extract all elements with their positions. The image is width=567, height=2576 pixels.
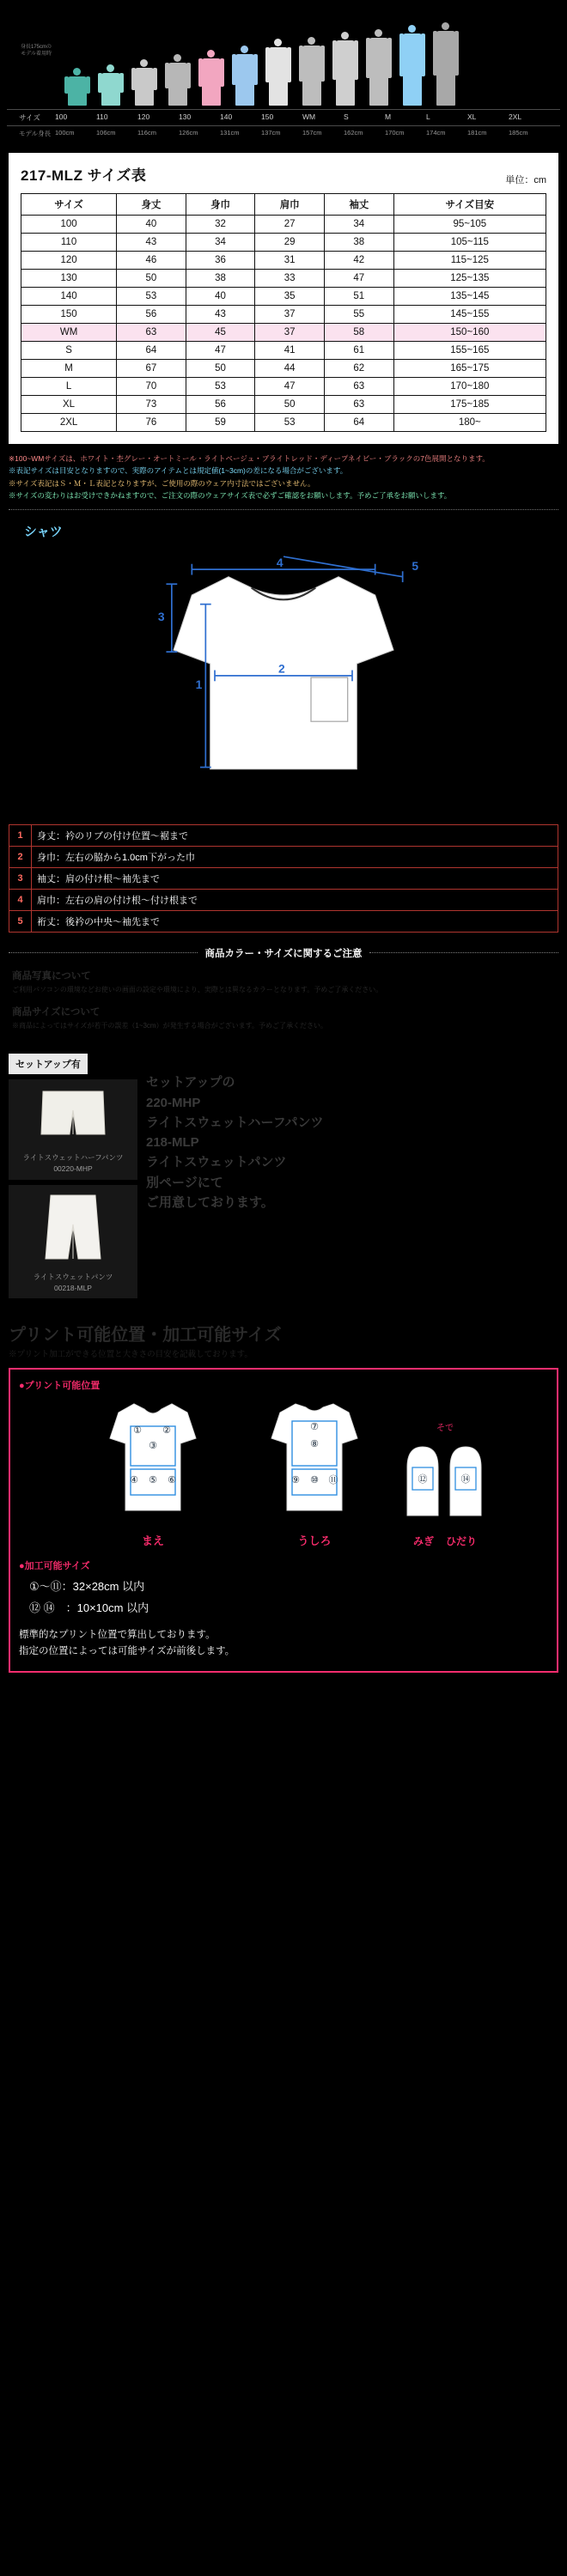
setup-line-3: 218-MLP: [146, 1135, 199, 1151]
cell-5-2: 43: [186, 306, 255, 324]
col-header-2: 身巾: [186, 194, 255, 216]
right-sleeve-label: みぎ: [412, 1535, 434, 1548]
svg-text:②: ②: [162, 1425, 171, 1437]
product-0-name: ライトスウェットハーフパンツ: [22, 1153, 124, 1163]
figure-M: [328, 32, 362, 106]
strip-size-140: 140: [220, 112, 233, 121]
product-card-pants[interactable]: [9, 1185, 137, 1299]
print-footer-1: 指定の位置によっては可能サイズが前後します。: [19, 1645, 235, 1656]
table-row: [21, 396, 546, 414]
cell-4-5: 135~145: [393, 288, 546, 306]
strip-size-WM: WM: [302, 112, 316, 121]
print-footer-0: 標準的なプリント位置で算出しております。: [19, 1630, 216, 1641]
svg-text:⑨: ⑨: [291, 1475, 300, 1486]
attention-block-0-body: ご利用パソコンの環境などお使いの画面の設定や環境により、実際とは異なるカラーとなります。予めご了承ください。: [12, 985, 383, 993]
figure-100: [60, 68, 94, 106]
unit-label: 単位：cm: [505, 175, 546, 185]
cell-0-1: 40: [117, 216, 186, 234]
cell-3-2: 38: [186, 270, 255, 288]
cell-3-3: 33: [255, 270, 325, 288]
front-label: まえ: [141, 1534, 164, 1548]
strip-height-S: 162cm: [344, 129, 363, 137]
strip-height-120: 116cm: [137, 129, 156, 137]
sleeve-group: [399, 1420, 491, 1548]
print-footer: [19, 1627, 548, 1659]
cell-7-5: 155~165: [393, 342, 546, 360]
note-1: ※表記サイズは目安となりますので、実際のアイテムとは規定値(1~3cm)の差になる場合がございます。: [9, 466, 348, 476]
cell-8-2: 50: [186, 360, 255, 378]
print-section: [9, 1321, 558, 1673]
back-label: うしろ: [297, 1534, 332, 1548]
strip-model-label: モデル身長: [19, 130, 52, 137]
cell-8-3: 44: [255, 360, 325, 378]
size-chart-card: [9, 153, 558, 444]
measure-num-4: 5: [9, 910, 32, 932]
cell-8-1: 67: [117, 360, 186, 378]
svg-text:③: ③: [149, 1441, 157, 1452]
figure-2XL: [429, 22, 462, 106]
cell-9-4: 63: [325, 378, 394, 396]
shorts-image: [21, 1084, 125, 1145]
cell-0-0: 100: [21, 216, 117, 234]
setup-badge: セットアップ有: [9, 1054, 88, 1074]
strip-size-150: 150: [261, 112, 274, 121]
cell-9-5: 170~180: [393, 378, 546, 396]
cell-0-5: 95~105: [393, 216, 546, 234]
cell-4-0: 140: [21, 288, 117, 306]
product-0-code: 00220-MHP: [53, 1164, 93, 1174]
measure-row: [9, 889, 558, 910]
measure-text-0: 身丈：衿のリブの付け位置～裾まで: [32, 824, 558, 846]
strip-height-M: 170cm: [385, 129, 405, 137]
cell-1-3: 29: [255, 234, 325, 252]
figure-S: [295, 37, 328, 106]
attention-heading-row: [9, 946, 558, 960]
attention-block-1-title: 商品サイズについて: [12, 1006, 101, 1018]
svg-text:⑦: ⑦: [310, 1422, 319, 1433]
dots-left: [9, 952, 198, 953]
cell-7-1: 64: [117, 342, 186, 360]
cell-2-3: 31: [255, 252, 325, 270]
svg-text:3: 3: [157, 609, 165, 623]
strip-size-S: S: [344, 112, 349, 121]
measure-row: [9, 910, 558, 932]
cell-10-5: 175~185: [393, 396, 546, 414]
figure-150: [228, 46, 261, 106]
table-row: [21, 378, 546, 396]
cell-0-4: 34: [325, 216, 394, 234]
cell-4-2: 40: [186, 288, 255, 306]
size-table: [21, 193, 546, 432]
axis-label-0: 身長175cmの: [20, 45, 52, 50]
cell-3-0: 130: [21, 270, 117, 288]
print-subtitle: ※プリント加工ができる位置と大きさの目安を記載しております。: [9, 1350, 253, 1360]
setup-line-6: ご用意しております。: [146, 1194, 274, 1210]
figure-WM: [261, 39, 295, 106]
cell-6-0: WM: [21, 324, 117, 342]
setup-line-5: 別ページにて: [146, 1175, 223, 1190]
measure-row: [9, 846, 558, 867]
product-1-name: ライトスウェットパンツ: [33, 1272, 113, 1281]
cell-9-3: 47: [255, 378, 325, 396]
figure-row: [7, 22, 560, 106]
cell-11-1: 76: [117, 414, 186, 432]
strip-size-110: 110: [96, 112, 108, 121]
cell-11-0: 2XL: [21, 414, 117, 432]
table-row: [21, 288, 546, 306]
cell-4-1: 53: [117, 288, 186, 306]
print-box-heading: ●プリント可能位置: [19, 1381, 101, 1392]
cell-6-1: 63: [117, 324, 186, 342]
strip-height-WM: 157cm: [302, 129, 322, 137]
print-sizes-heading: ●加工可能サイズ: [19, 1561, 90, 1572]
print-title: プリント可能位置・加工可能サイズ: [9, 1326, 282, 1346]
attention-block-0: [12, 969, 555, 996]
divider-1: [9, 509, 558, 510]
strip-size-label: サイズ: [19, 113, 40, 122]
cell-2-2: 36: [186, 252, 255, 270]
print-area-box: [9, 1368, 558, 1673]
cell-3-5: 125~135: [393, 270, 546, 288]
cell-6-5: 150~160: [393, 324, 546, 342]
measure-row: [9, 867, 558, 889]
measure-text-3: 肩巾：左右の肩の付け根～付け根まで: [32, 889, 558, 910]
svg-text:⑪: ⑪: [328, 1475, 338, 1486]
table-row: [21, 342, 546, 360]
table-row: [21, 324, 546, 342]
cell-4-3: 35: [255, 288, 325, 306]
cell-5-5: 145~155: [393, 306, 546, 324]
cell-2-5: 115~125: [393, 252, 546, 270]
product-1-code: 00218-MLP: [54, 1283, 92, 1292]
col-header-5: サイズ目安: [393, 194, 546, 216]
print-size-line-0: ①～⑪：32×28cm 以内: [29, 1580, 145, 1594]
top-size-strip: [0, 0, 567, 141]
cell-9-0: L: [21, 378, 117, 396]
svg-text:⑭: ⑭: [460, 1474, 471, 1485]
cell-7-4: 61: [325, 342, 394, 360]
cell-10-2: 56: [186, 396, 255, 414]
cell-11-2: 59: [186, 414, 255, 432]
measure-text-1: 身巾：左右の脇から1.0cm下がった巾: [32, 846, 558, 867]
cell-5-4: 55: [325, 306, 394, 324]
figure-110: [94, 64, 127, 106]
diagram-title: シャツ: [24, 524, 63, 539]
cell-11-5: 180~: [393, 414, 546, 432]
cell-5-3: 37: [255, 306, 325, 324]
svg-text:⑫: ⑫: [418, 1474, 428, 1485]
col-header-1: 身丈: [117, 194, 186, 216]
setup-text: [146, 1054, 558, 1298]
svg-text:4: 4: [276, 555, 284, 569]
cell-1-2: 34: [186, 234, 255, 252]
axis-label-1: モデル着用時: [21, 51, 52, 57]
attention-heading: 商品カラー・サイズに関するご注意: [204, 948, 363, 959]
setup-products: [9, 1054, 137, 1298]
cell-4-4: 51: [325, 288, 394, 306]
measure-text-2: 袖丈：肩の付け根～袖先まで: [32, 867, 558, 889]
svg-text:5: 5: [412, 558, 419, 573]
cell-7-2: 47: [186, 342, 255, 360]
svg-text:⑥: ⑥: [168, 1475, 176, 1486]
cell-3-1: 50: [117, 270, 186, 288]
strip-size-100: 100: [55, 112, 68, 121]
figure-L: [362, 29, 395, 106]
svg-text:⑤: ⑤: [149, 1475, 157, 1486]
cell-3-4: 47: [325, 270, 394, 288]
strip-size-130: 130: [179, 112, 192, 121]
strip-height-row: [7, 126, 560, 141]
svg-text:1: 1: [195, 677, 203, 691]
col-header-3: 肩巾: [255, 194, 325, 216]
cell-0-2: 32: [186, 216, 255, 234]
table-row: [21, 414, 546, 432]
strip-size-row: [7, 109, 560, 126]
cell-1-1: 43: [117, 234, 186, 252]
strip-size-M: M: [385, 112, 392, 121]
measure-num-2: 3: [9, 867, 32, 889]
svg-text:①: ①: [133, 1425, 142, 1437]
svg-text:④: ④: [130, 1475, 138, 1486]
cell-6-3: 37: [255, 324, 325, 342]
left-sleeve-label: ひだり: [446, 1535, 478, 1548]
strip-height-150: 137cm: [261, 129, 281, 137]
setup-line-0: セットアップの: [146, 1075, 235, 1091]
strip-size-2XL: 2XL: [509, 112, 522, 121]
strip-height-L: 174cm: [426, 129, 446, 137]
strip-size-120: 120: [137, 112, 150, 121]
strip-size-XL: XL: [467, 112, 477, 121]
page-title: 217-MLZ サイズ表: [21, 167, 147, 184]
cell-9-2: 53: [186, 378, 255, 396]
setup-section: [9, 1054, 558, 1298]
cell-9-1: 70: [117, 378, 186, 396]
attention-block-1: [12, 1005, 555, 1032]
cell-2-4: 42: [325, 252, 394, 270]
cell-7-0: S: [21, 342, 117, 360]
col-header-4: 袖丈: [325, 194, 394, 216]
col-header-0: サイズ: [21, 194, 117, 216]
measurement-table: [9, 824, 558, 933]
cell-10-1: 73: [117, 396, 186, 414]
figure-130: [161, 54, 194, 106]
cell-1-0: 110: [21, 234, 117, 252]
figure-140: [194, 50, 228, 106]
pants-image: [21, 1190, 125, 1264]
cell-11-4: 64: [325, 414, 394, 432]
note-3: ※サイズの変わりはお受けできかねますので、ご注文の際のウェアサイズ表で必ずご確認をお願いします。予めご了承をお願いします。: [9, 491, 452, 501]
cell-10-4: 63: [325, 396, 394, 414]
notes-block: [9, 453, 558, 502]
strip-height-130: 126cm: [179, 129, 198, 137]
cell-11-3: 53: [255, 414, 325, 432]
cell-0-3: 27: [255, 216, 325, 234]
attention-block-1-body: ※商品によってはサイズが若干の誤差（1~3cm）が発生する場合がございます。予めご了承ください。: [12, 1021, 327, 1030]
strip-table: [7, 109, 560, 141]
shirt-front: [76, 1397, 230, 1548]
dots-right: [369, 952, 558, 953]
table-header-row: [21, 194, 546, 216]
shirt-back: [237, 1397, 392, 1548]
tshirt-measure-diagram: [9, 540, 558, 815]
svg-text:⑩: ⑩: [310, 1475, 319, 1486]
measure-num-3: 4: [9, 889, 32, 910]
setup-line-4: ライトスウェットパンツ: [146, 1155, 287, 1170]
table-row: [21, 270, 546, 288]
table-row: [21, 216, 546, 234]
cell-10-3: 50: [255, 396, 325, 414]
svg-text:⑧: ⑧: [310, 1439, 319, 1450]
strip-height-2XL: 185cm: [509, 129, 528, 137]
table-row: [21, 252, 546, 270]
print-shirts-row: [19, 1397, 548, 1548]
strip-height-110: 106cm: [96, 129, 116, 137]
cell-6-2: 45: [186, 324, 255, 342]
strip-height-100: 100cm: [55, 129, 75, 137]
cell-7-3: 41: [255, 342, 325, 360]
table-row: [21, 306, 546, 324]
figure-XL: [395, 25, 429, 106]
cell-8-4: 62: [325, 360, 394, 378]
measure-num-1: 2: [9, 846, 32, 867]
note-0: ※100~WMサイズは、ホワイト・杢グレー・オートミール・ライトベージュ・ブライトレッド・ディープネイビー・ブラックの7色展開となります。: [9, 454, 490, 463]
attention-block-0-title: 商品写真について: [12, 970, 91, 981]
note-2: ※サイズ表記はＳ・Ｍ・Ｌ表記となりますが、ご使用の際のウェア内寸法ではございません。: [9, 478, 315, 488]
cell-1-5: 105~115: [393, 234, 546, 252]
sleeve-group-label: そで: [436, 1424, 454, 1434]
figure-120: [127, 59, 161, 106]
measurement-diagram-section: [9, 517, 558, 933]
cell-1-4: 38: [325, 234, 394, 252]
strip-height-140: 131cm: [220, 129, 240, 137]
strip-axis-labels: [7, 45, 52, 58]
cell-2-0: 120: [21, 252, 117, 270]
measure-num-0: 1: [9, 824, 32, 846]
setup-line-2: ライトスウェットハーフパンツ: [146, 1115, 324, 1130]
table-row: [21, 360, 546, 378]
cell-10-0: XL: [21, 396, 117, 414]
measure-text-4: 裄丈：後衿の中央～袖先まで: [32, 910, 558, 932]
setup-line-1: 220-MHP: [146, 1095, 201, 1110]
cell-8-5: 165~175: [393, 360, 546, 378]
cell-5-0: 150: [21, 306, 117, 324]
cell-6-4: 58: [325, 324, 394, 342]
table-row: [21, 234, 546, 252]
strip-size-L: L: [426, 112, 430, 121]
cell-8-0: M: [21, 360, 117, 378]
cell-2-1: 46: [117, 252, 186, 270]
cell-5-1: 56: [117, 306, 186, 324]
strip-height-XL: 181cm: [467, 129, 487, 137]
measure-row: [9, 824, 558, 846]
print-size-line-1: ⑫ ⑭ ：10×10cm 以内: [29, 1601, 149, 1615]
svg-text:2: 2: [278, 661, 285, 676]
product-card-shorts[interactable]: [9, 1079, 137, 1180]
